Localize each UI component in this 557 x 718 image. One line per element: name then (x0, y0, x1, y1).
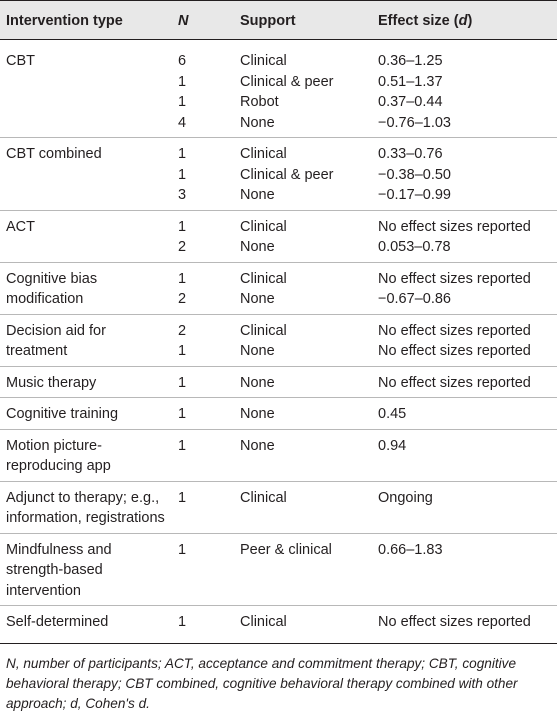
n-cell-value: 1 (178, 270, 187, 287)
support-cell (234, 262, 372, 314)
table-row (0, 481, 557, 533)
effect-size-cell-value: 0.94 (378, 437, 407, 454)
intervention-type-cell: Cognitive training (0, 398, 170, 430)
effect-size-cell (372, 429, 557, 481)
support-cell-value: None (240, 114, 275, 131)
header-effect-suffix: ) (467, 13, 473, 29)
support-cell-value: Robot (240, 94, 279, 110)
support-cell (234, 210, 372, 262)
support-cell-value: None (240, 291, 275, 307)
intervention-type-cell: Cognitive bias modification (0, 262, 170, 314)
table-row (0, 366, 557, 398)
table-row (0, 210, 557, 262)
n-cell (170, 40, 234, 138)
table-row (0, 40, 557, 138)
support-cell-value: Clinical (240, 146, 287, 162)
n-cell (170, 481, 234, 533)
n-cell-value: 2 (178, 291, 187, 307)
support-cell (234, 429, 372, 481)
n-cell-value: 1 (178, 146, 187, 162)
n-cell (170, 366, 234, 398)
effect-size-cell (372, 138, 557, 211)
header-support: Support (234, 1, 372, 40)
n-cell-value: 1 (178, 614, 187, 630)
effect-size-cell-value: No effect sizes reported (378, 614, 531, 630)
n-cell-value: 6 (178, 53, 187, 69)
n-cell-value: 1 (178, 437, 187, 454)
n-cell-value: 4 (178, 114, 187, 131)
support-cell (234, 533, 372, 606)
effect-size-cell-value: 0.66–1.83 (378, 541, 443, 558)
support-cell-value: Peer & clinical (240, 541, 332, 558)
support-cell-value: Clinical & peer (240, 166, 334, 183)
support-cell-value: Clinical (240, 489, 287, 506)
intervention-type-cell: CBT (6, 53, 35, 69)
support-cell-value: Clinical & peer (240, 73, 334, 90)
support-cell-value: None (240, 374, 275, 391)
effect-size-cell-value: No effect sizes reported (378, 218, 531, 235)
header-intervention-type: Intervention type (0, 1, 170, 40)
effect-size-cell-value: −0.17–0.99 (378, 187, 451, 203)
support-cell (234, 398, 372, 430)
header-effect-prefix: Effect size ( (378, 13, 459, 29)
support-cell-value: None (240, 406, 275, 422)
effect-size-cell (372, 481, 557, 533)
header-row (0, 1, 557, 40)
support-cell-value: Clinical (240, 218, 287, 235)
support-cell-value: None (240, 437, 275, 454)
effect-size-cell-value: −0.38–0.50 (378, 166, 451, 183)
effect-size-cell-value: No effect sizes reported (378, 343, 531, 359)
table-row (0, 398, 557, 430)
support-cell-value: None (240, 187, 275, 203)
effect-size-cell (372, 40, 557, 138)
intervention-type-cell: Motion picture-reproducing app (0, 429, 170, 481)
effect-size-cell (372, 314, 557, 366)
n-cell (170, 429, 234, 481)
table-row (0, 262, 557, 314)
n-cell (170, 262, 234, 314)
table-row (0, 314, 557, 366)
n-cell-value: 1 (178, 94, 187, 110)
header-effect-size (372, 1, 557, 40)
n-cell (170, 606, 234, 644)
support-cell-value: None (240, 343, 275, 359)
n-cell-value: 2 (178, 322, 187, 339)
support-cell (234, 606, 372, 644)
effect-size-cell-value: No effect sizes reported (378, 374, 531, 391)
support-cell-value: Clinical (240, 322, 287, 339)
n-cell-value: 1 (178, 406, 187, 422)
support-cell (234, 366, 372, 398)
table-row (0, 138, 557, 211)
table-footnote: N, number of participants; ACT, acceptance and commitment therapy; CBT, cognitive behavioral therapy; CBT combined, cognitive behavioral therapy combined with other approach; d, Cohen's d. (6, 656, 518, 711)
effect-size-cell-value: 0.053–0.78 (378, 239, 451, 255)
n-cell-value: 3 (178, 187, 187, 203)
n-cell-value: 2 (178, 239, 187, 255)
effect-size-cell-value: 0.45 (378, 406, 407, 422)
effect-size-cell-value: No effect sizes reported (378, 270, 531, 287)
effect-size-cell-value: 0.36–1.25 (378, 53, 443, 69)
header-effect-italic: d (458, 13, 468, 29)
intervention-type-cell: Decision aid for treatment (0, 314, 170, 366)
effect-size-cell (372, 366, 557, 398)
n-cell-value: 1 (178, 166, 187, 183)
table-row (0, 429, 557, 481)
n-cell-value: 1 (178, 218, 187, 235)
n-cell-value: 1 (178, 541, 187, 558)
effect-size-cell-value: −0.67–0.86 (378, 291, 451, 307)
n-cell-value: 1 (178, 374, 187, 391)
n-cell (170, 210, 234, 262)
table-row (0, 533, 557, 606)
intervention-type-cell: Music therapy (0, 366, 170, 398)
intervention-type-cell: Mindfulness and strength-based intervention (0, 533, 170, 606)
effect-size-cell-value: 0.37–0.44 (378, 94, 443, 110)
intervention-type-cell: ACT (0, 210, 170, 262)
effect-size-cell (372, 262, 557, 314)
n-cell (170, 398, 234, 430)
intervention-type-cell: Self-determined (0, 606, 170, 644)
effect-size-cell-value: No effect sizes reported (378, 322, 531, 339)
table-row (0, 606, 557, 644)
effect-size-cell-value: 0.51–1.37 (378, 73, 443, 90)
n-cell-value: 1 (178, 343, 187, 359)
support-cell-value: Clinical (240, 614, 287, 630)
effect-size-cell (372, 210, 557, 262)
support-cell (234, 481, 372, 533)
effect-size-cell (372, 398, 557, 430)
n-cell (170, 138, 234, 211)
effect-size-cell-value: −0.76–1.03 (378, 114, 451, 131)
n-cell-value: 1 (178, 73, 187, 90)
support-cell (234, 314, 372, 366)
n-cell (170, 533, 234, 606)
support-cell-value: Clinical (240, 270, 287, 287)
support-cell-value: None (240, 239, 275, 255)
support-cell-value: Clinical (240, 53, 287, 69)
support-cell (234, 40, 372, 138)
intervention-type-cell: Adjunct to therapy; e.g., information, registrations (0, 481, 170, 533)
effect-size-cell (372, 606, 557, 644)
effect-size-cell-value: Ongoing (378, 489, 433, 506)
effect-size-cell (372, 533, 557, 606)
support-cell (234, 138, 372, 211)
header-n: N (170, 1, 234, 40)
effect-size-cell-value: 0.33–0.76 (378, 146, 443, 162)
n-cell (170, 314, 234, 366)
intervention-type-cell: CBT combined (0, 138, 170, 211)
n-cell-value: 1 (178, 489, 187, 506)
